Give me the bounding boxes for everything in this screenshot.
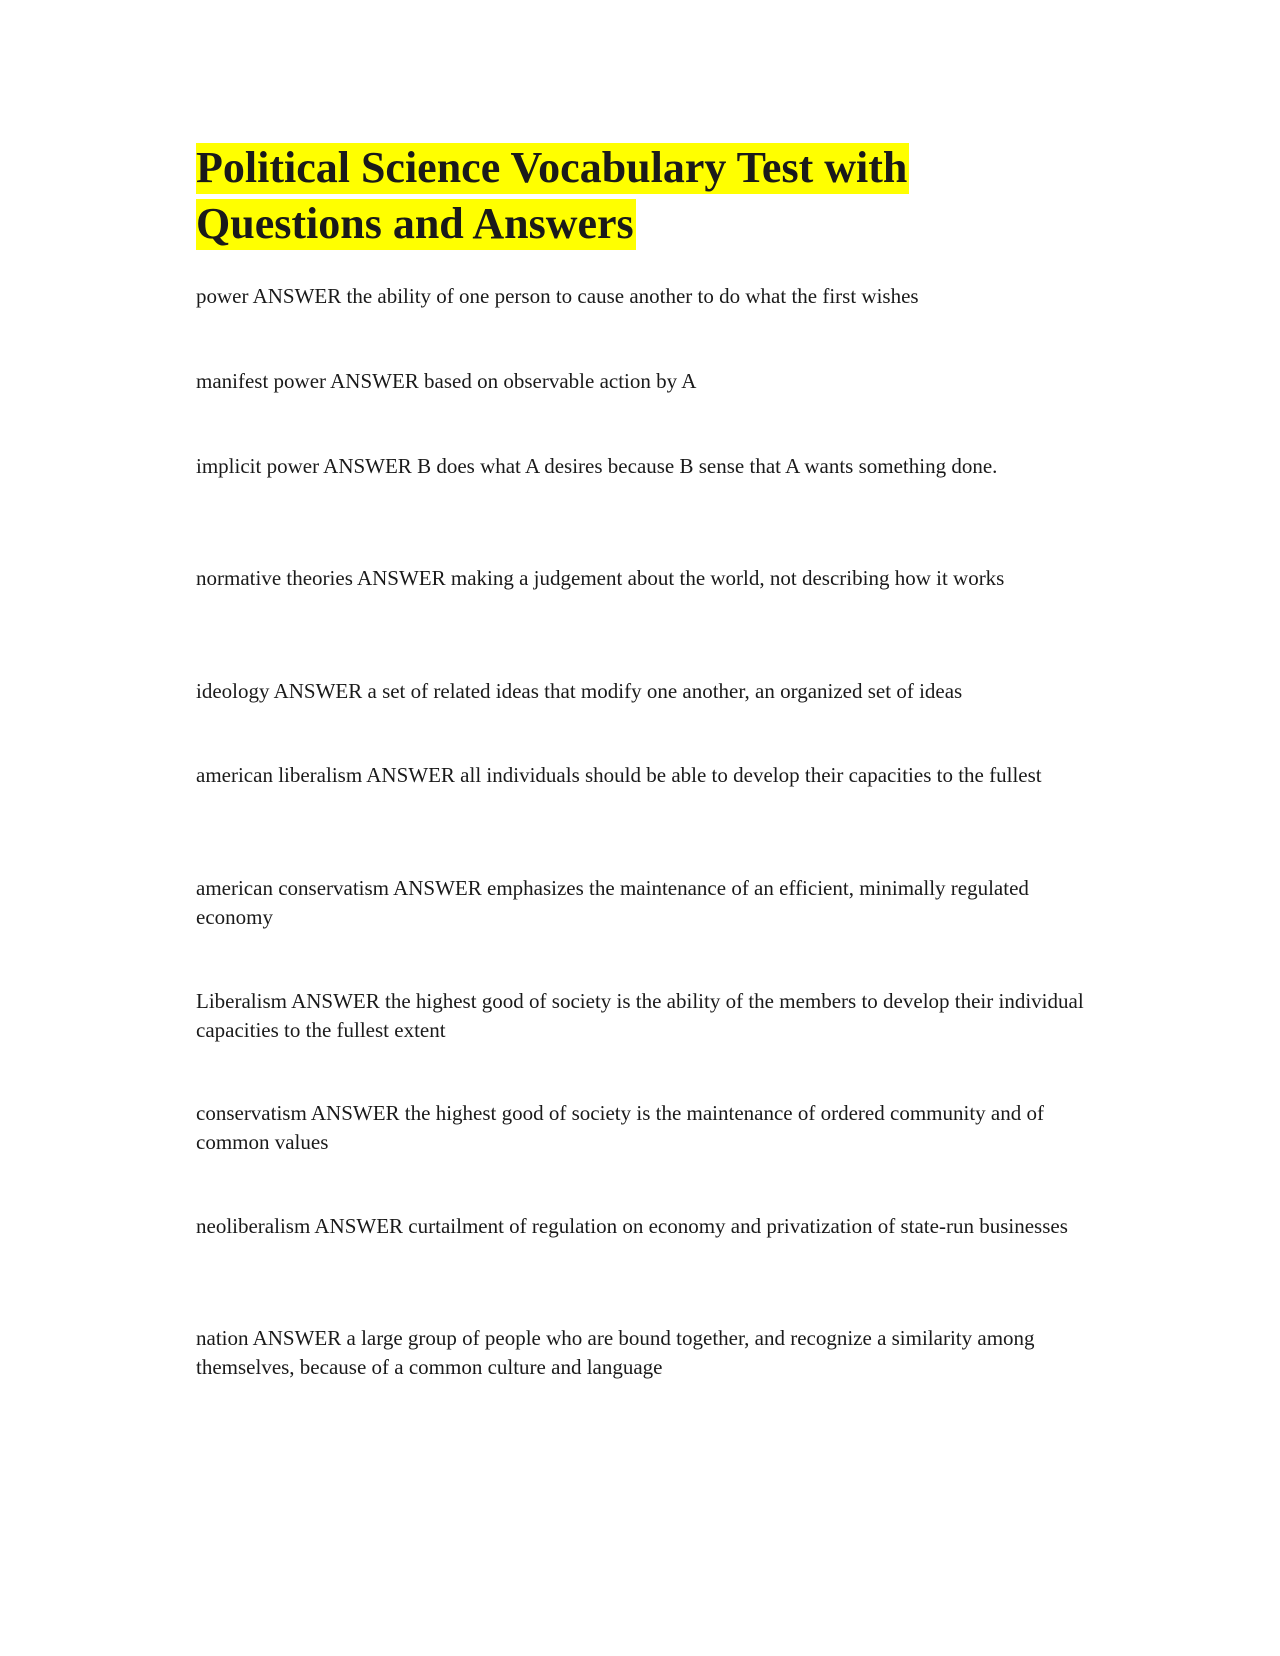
vocabulary-entry: american liberalism ANSWER all individuals should be able to develop their capacities to the fullest: [196, 763, 1042, 787]
vocabulary-entry: neoliberalism ANSWER curtailment of regulation on economy and privatization of state-run businesses: [196, 1214, 1068, 1238]
vocabulary-entry: normative theories ANSWER making a judgement about the world, not describing how it works: [196, 566, 1005, 590]
vocabulary-entry: american conservatism ANSWER emphasizes the maintenance of an efficient, minimally regulated economy: [196, 876, 1029, 929]
vocabulary-entry: implicit power ANSWER B does what A desires because B sense that A wants something done.: [196, 454, 998, 478]
vocabulary-entry: power ANSWER the ability of one person to cause another to do what the first wishes: [196, 284, 919, 308]
vocabulary-entry: Liberalism ANSWER the highest good of society is the ability of the members to develop their individual capacities to the fullest extent: [196, 989, 1084, 1042]
vocabulary-entry: ideology ANSWER a set of related ideas that modify one another, an organized set of ideas: [196, 679, 963, 703]
document-title: [196, 140, 1096, 252]
vocabulary-entry: nation ANSWER a large group of people who are bound together, and recognize a similarity among themselves, because of a common culture and language: [196, 1326, 1035, 1379]
vocabulary-entry: manifest power ANSWER based on observable action by A: [196, 369, 697, 393]
title-highlight: Political Science Vocabulary Test with Questions and Answers: [196, 143, 908, 248]
vocabulary-entry: conservatism ANSWER the highest good of society is the maintenance of ordered community and of common values: [196, 1101, 1044, 1154]
